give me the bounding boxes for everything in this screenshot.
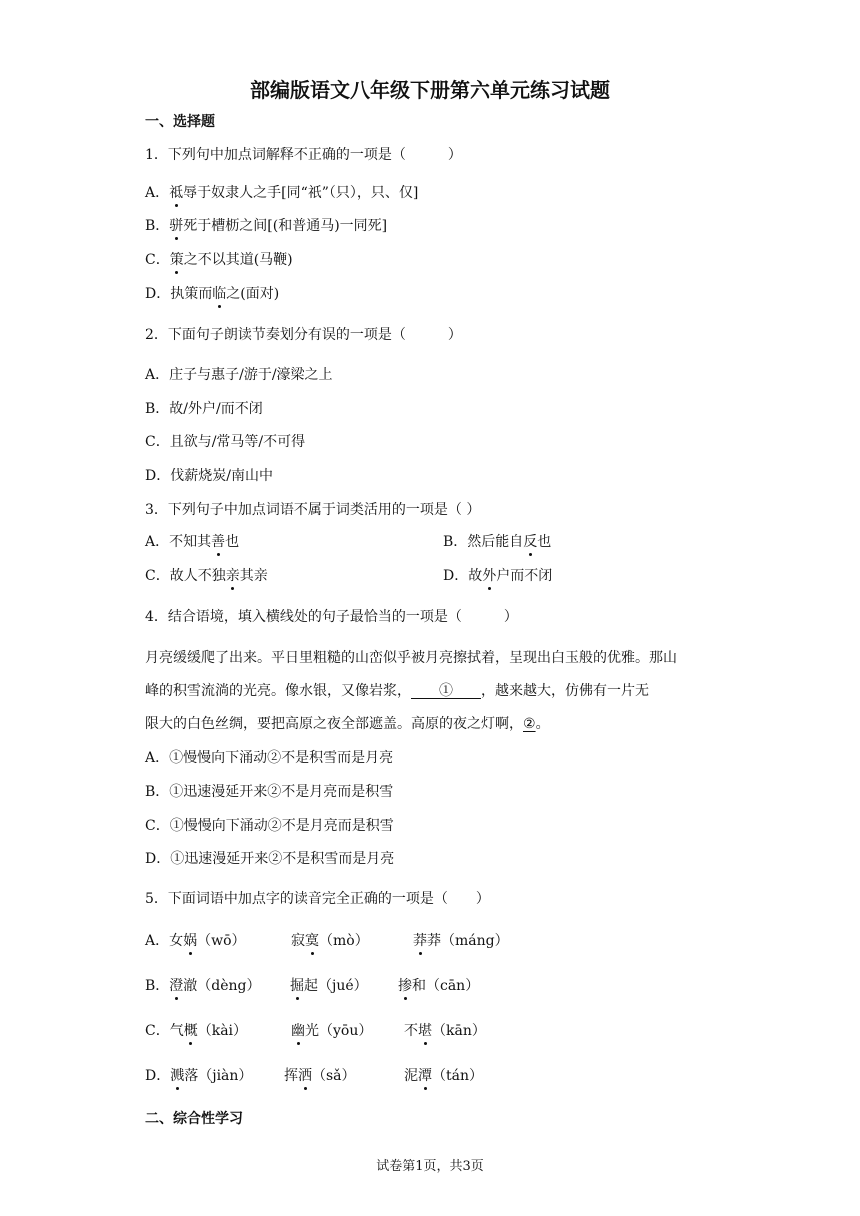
dotted-char: 外 [482, 568, 497, 584]
dotted-char: 善 [211, 534, 226, 550]
fill-blank-1: ① [411, 683, 481, 699]
word-3: 掺和（cān） [398, 978, 480, 994]
dotted-char: 临 [212, 286, 227, 302]
dotted-char: 掘 [290, 978, 304, 994]
question-1-option-a: A．祗辱于奴隶人之手[同“祇”（只），只、仅] [145, 185, 419, 201]
dotted-char: 娲 [183, 933, 198, 949]
question-4-passage-line-1: 月亮缓缓爬了出来。平日里粗糙的山峦似乎被月亮擦拭着，呈现出白玉般的优雅。那山 [145, 650, 677, 666]
word-3: 泥潭（tán） [404, 1068, 483, 1084]
dotted-char: 骈 [169, 218, 184, 234]
question-1-option-d: D．执策而临之(面对) [145, 286, 280, 302]
dotted-char: 洒 [298, 1068, 312, 1084]
word-1: A．女娲（wō） [145, 933, 246, 949]
question-4-passage-line-2: 峰的积雪流淌的光亮。像水银，又像岩浆， ① ，越来越大，仿佛有一片无 [145, 683, 649, 699]
page-title: 部编版语文八年级下册第六单元练习试题 [250, 78, 610, 102]
dotted-char: 反 [523, 534, 538, 550]
question-5-stem: 5．下面词语中加点字的读音完全正确的一项是（ ） [145, 891, 490, 907]
page-footer: 试卷第1页，共3页 [376, 1159, 484, 1174]
word-2: 寂寞（mò） [291, 933, 369, 949]
question-2-option-d: D．伐薪烧炭/南山中 [145, 468, 273, 484]
question-4-option-a: A．①慢慢向下涌动②不是积雪而是月亮 [145, 750, 394, 766]
question-4-stem: 4．结合语境，填入横线处的句子最恰当的一项是（ ） [145, 609, 518, 625]
fill-blank-2: ② [523, 716, 536, 732]
question-1-option-c: C．策之不以其道(马鞭) [145, 252, 293, 268]
word-2: 幽光（yōu） [291, 1023, 373, 1039]
question-3-option-b: B．然后能自反也 [443, 534, 552, 550]
dotted-char: 掺 [398, 978, 412, 994]
dotted-char: 溅 [170, 1068, 185, 1084]
dotted-char: 策 [169, 252, 184, 268]
section-heading-comprehensive: 二、综合性学习 [145, 1111, 243, 1127]
dotted-char: 幽 [291, 1023, 305, 1039]
dotted-char: 澄 [169, 978, 184, 994]
dotted-char: 祗 [169, 185, 184, 201]
dotted-char: 堪 [418, 1023, 432, 1039]
question-2-option-a: A．庄子与惠子/游于/濠梁之上 [145, 367, 333, 383]
question-3-option-c: C．故人不独亲其亲 [145, 568, 268, 584]
word-2: 掘起（jué） [290, 978, 368, 994]
dotted-char: 寞 [305, 933, 319, 949]
question-1-stem: 1．下列句中加点词解释不正确的一项是（ ） [145, 147, 462, 163]
question-4-passage-line-3: 限大的白色丝绸，要把高原之夜全部遮盖。高原的夜之灯啊，②。 [145, 716, 550, 732]
section-heading-choice: 一、选择题 [145, 114, 215, 130]
word-1: C．气概（kài） [145, 1023, 248, 1039]
word-3: 不堪（kān） [404, 1023, 486, 1039]
dotted-char: 莽 [413, 933, 427, 949]
word-1: B．澄澈（dèng） [145, 978, 261, 994]
question-1-option-b: B．骈死于槽枥之间[(和普通马)一同死] [145, 218, 388, 234]
question-2-option-c: C．且欲与/常马等/不可得 [145, 434, 306, 450]
question-4-option-b: B．①迅速漫延开来②不是月亮而是积雪 [145, 784, 394, 800]
question-3-stem: 3．下列句子中加点词语不属于词类活用的一项是（ ） [145, 502, 481, 518]
word-2: 挥洒（sǎ） [284, 1068, 356, 1084]
question-4-option-d: D．①迅速漫延开来②不是积雪而是月亮 [145, 851, 395, 867]
word-3: 莽莽（máng） [413, 933, 509, 949]
question-2-option-b: B．故/外户/而不闭 [145, 401, 263, 417]
question-3-option-a: A．不知其善也 [145, 534, 240, 550]
question-3-option-d: D．故外户而不闭 [443, 568, 553, 584]
word-1: D．溅落（jiàn） [145, 1068, 253, 1084]
dotted-char: 概 [183, 1023, 198, 1039]
question-4-option-c: C．①慢慢向下涌动②不是月亮而是积雪 [145, 818, 394, 834]
dotted-char: 潭 [418, 1068, 432, 1084]
question-2-stem: 2．下面句子朗读节奏划分有误的一项是（ ） [145, 327, 462, 343]
dotted-char: 亲 [225, 568, 240, 584]
